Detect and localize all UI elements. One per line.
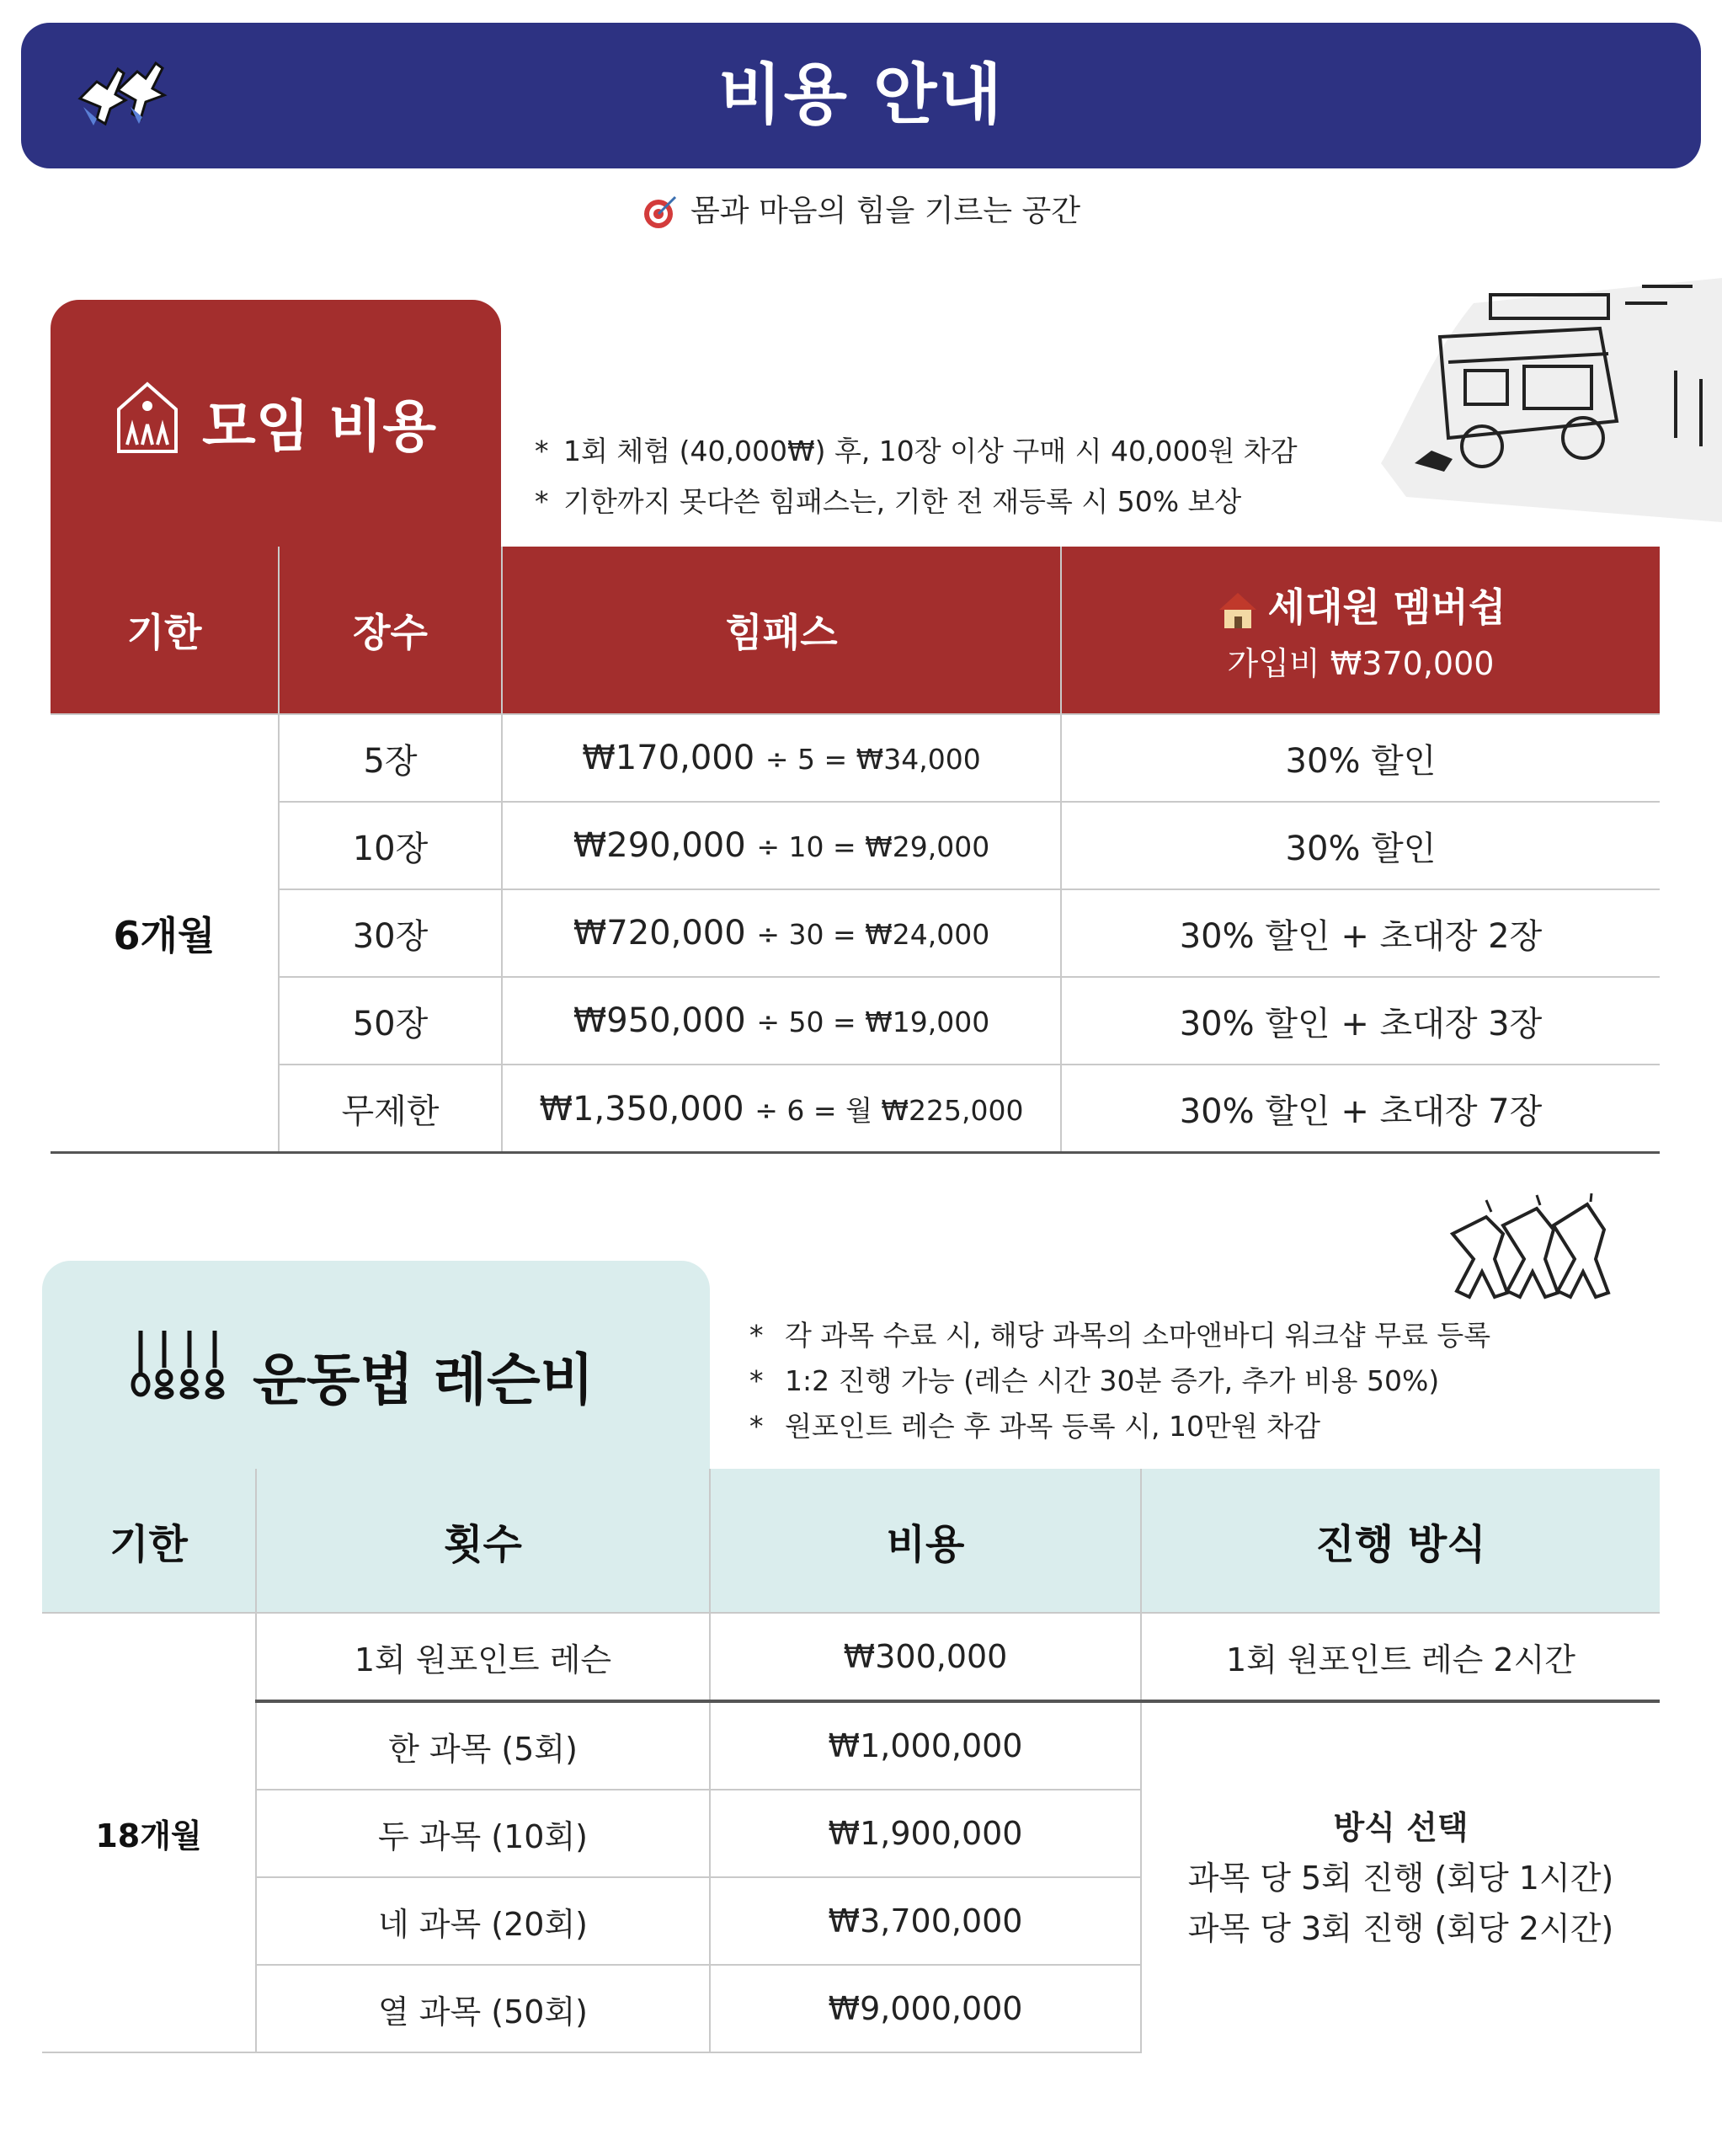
pass-price-cell: ₩720,000 ÷ 30 = ₩24,000 (502, 889, 1061, 977)
table-header-row (51, 547, 1660, 714)
lesson-price-table (42, 1469, 1660, 2053)
meeting-title: 모임 비용 (202, 394, 437, 459)
count-cell: 50장 (279, 977, 502, 1065)
meeting-price-table (51, 547, 1660, 1154)
runner-logo-icon (72, 48, 173, 141)
count-cell: 네 과목 (20회) (256, 1877, 710, 1965)
count-cell: 열 과목 (50회) (256, 1965, 710, 2052)
table-row (51, 802, 1660, 889)
pass-price-cell: ₩170,000 ÷ 5 = ₩34,000 (502, 714, 1061, 802)
table-header-row (42, 1469, 1660, 1613)
col-header-period: 기한 (51, 547, 279, 714)
method-options-cell (1141, 1701, 1660, 2052)
period-cell: 18개월 (42, 1613, 256, 2052)
table-row (42, 1613, 1660, 1701)
price-cell: ₩3,700,000 (710, 1877, 1141, 1965)
meeting-note: * 1회 체험 (40,000₩) 후, 10장 이상 구매 시 40,000원 차감 (535, 435, 1298, 467)
table-row (51, 1065, 1660, 1153)
price-cell: ₩300,000 (710, 1613, 1141, 1701)
membership-fee: 가입비 ₩370,000 (1227, 644, 1495, 682)
benefit-cell: 30% 할인 (1061, 714, 1660, 802)
community-house-icon (114, 379, 181, 455)
price-cell: ₩1,900,000 (710, 1790, 1141, 1877)
benefit-cell: 30% 할인 + 초대장 2장 (1061, 889, 1660, 977)
count-cell: 30장 (279, 889, 502, 977)
method-option: 과목 당 3회 진행 (회당 2시간) (1187, 1909, 1614, 1947)
method-title: 방식 선택 (1333, 1808, 1469, 1846)
pass-price-cell: ₩290,000 ÷ 10 = ₩29,000 (502, 802, 1061, 889)
count-cell: 10장 (279, 802, 502, 889)
pass-price-cell: ₩1,350,000 ÷ 6 = 월 ₩225,000 (502, 1065, 1061, 1153)
lesson-note: * 1:2 진행 가능 (레슨 시간 30분 증가, 추가 비용 50%) (749, 1364, 1440, 1397)
meeting-note: * 기한까지 못다쓴 힘패스는, 기한 전 재등록 시 50% 보상 (535, 485, 1242, 518)
count-cell: 1회 원포인트 레슨 (256, 1613, 710, 1701)
table-row (51, 714, 1660, 802)
col-header-count: 횟수 (256, 1469, 710, 1613)
col-header-price: 비용 (710, 1469, 1141, 1613)
benefit-cell: 30% 할인 + 초대장 7장 (1061, 1065, 1660, 1153)
subtitle-text: 몸과 마음의 힘을 기르는 공간 (690, 194, 1081, 228)
benefit-cell: 30% 할인 + 초대장 3장 (1061, 977, 1660, 1065)
col-header-pass: 힘패스 (502, 547, 1061, 714)
campervan-illustration (1373, 270, 1722, 522)
method-cell: 1회 원포인트 레슨 2시간 (1141, 1613, 1660, 1701)
col-header-period: 기한 (42, 1469, 256, 1613)
price-cell: ₩1,000,000 (710, 1701, 1141, 1790)
table-row (51, 977, 1660, 1065)
col-header-method: 진행 방식 (1141, 1469, 1660, 1613)
benefit-cell: 30% 할인 (1061, 802, 1660, 889)
lesson-note: * 각 과목 수료 시, 해당 과목의 소마앤바디 워크샵 무료 등록 (749, 1319, 1491, 1352)
header-bar (21, 23, 1701, 168)
method-option: 과목 당 5회 진행 (회당 1시간) (1187, 1859, 1614, 1897)
exercise-tools-icon (131, 1326, 232, 1401)
period-cell: 6개월 (51, 714, 279, 1153)
pass-price-cell: ₩950,000 ÷ 50 = ₩19,000 (502, 977, 1061, 1065)
col-header-count: 장수 (279, 547, 502, 714)
price-cell: ₩9,000,000 (710, 1965, 1141, 2052)
table-row (42, 1701, 1660, 1790)
count-cell: 무제한 (279, 1065, 502, 1153)
count-cell: 두 과목 (10회) (256, 1790, 710, 1877)
house-icon (1216, 590, 1260, 630)
subtitle (0, 187, 1722, 231)
dancers-illustration (1436, 1192, 1629, 1310)
lesson-title: 운동법 레슨비 (253, 1348, 594, 1412)
col-header-membership: 세대원 멤버쉽 가입비 ₩370,000 (1061, 547, 1660, 714)
count-cell: 한 과목 (5회) (256, 1701, 710, 1790)
page-title: 비용 안내 (718, 57, 1004, 133)
lesson-note: * 원포인트 레슨 후 과목 등록 시, 10만원 차감 (749, 1410, 1320, 1443)
count-cell: 5장 (279, 714, 502, 802)
table-row (51, 889, 1660, 977)
target-icon (642, 194, 679, 231)
